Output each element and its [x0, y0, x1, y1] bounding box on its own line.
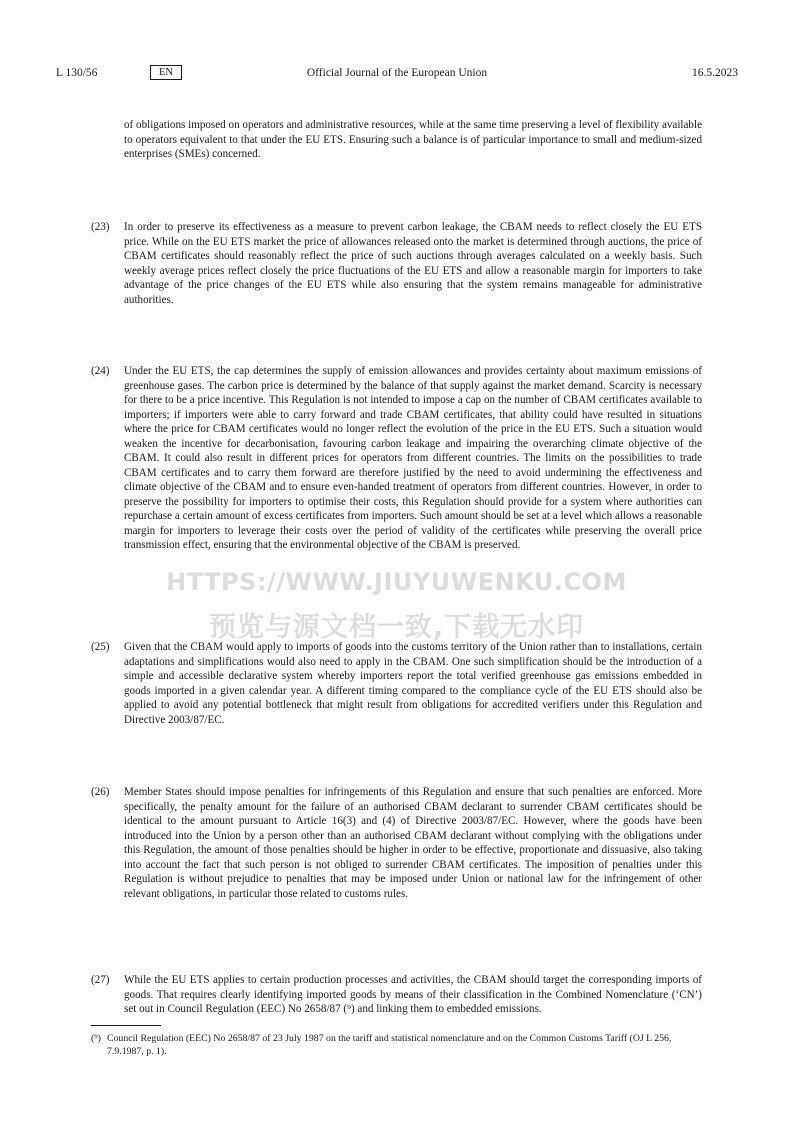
publication-date: 16.5.2023: [692, 67, 738, 79]
paragraph-continuation: of obligations imposed on operators and administrative resources, while at the same time preserving a level of flexibility available to operators equivalent to that under the EU ETS. Ensuring such a balance is of particular importance to small and medium-sized enterprises (SMEs) concerned.: [124, 119, 702, 160]
paragraph-text: Member States should impose penalties for infringements of this Regulation and ensure that such penalties are enforced. More specifically, the penalty amount for the failure of an authorised CBAM declarant to surrender CBAM certificates should be identical to the amount pursuant to Article 16(3) and (4) of Directive 2003/87/EC. However, where the goods have been introduced into the Union by a person other than an authorised CBAM declarant without complying with the obligations under this Regulation, the amount of those penalties should be higher in order to be effective, proportionate and dissuasive, also taking into account the fact that such person is not obliged to surrender CBAM certificates. The imposition of penalties under this Regulation is without prejudice to penalties that may be imposed under Union or national law for the infringement of other relevant obligations, in particular those related to customs rules.: [124, 786, 702, 900]
journal-title: Official Journal of the European Union: [306, 67, 488, 79]
paragraph-text: In order to preserve its effectiveness as a measure to prevent carbon leakage, the CBAM needs to reflect closely the EU ETS price. While on the EU ETS market the price of allowances released onto the market is determined through auctions, the price of CBAM certificates should reasonably reflect the price of such auctions through averages calculated on a weekly basis. Such weekly average prices reflect closely the price fluctuations of the EU ETS and allow a reasonable margin for importers to take advantage of the price changes of the EU ETS while also ensuring that the system remains manageable for administrative authorities.: [124, 221, 702, 306]
footnote-divider: [91, 1025, 161, 1026]
paragraph-text: Given that the CBAM would apply to imports of goods into the customs territory of the Union rather than to installations, certain adaptations and simplifications would also need to apply in the CBAM. One such simplification should be the introduction of a simple and accessible declarative system whereby importers report the total verified greenhouse gas emissions embedded in goods imported in a given calendar year. A different timing compared to the compliance cycle of the EU ETS should also be applied to avoid any potential bottleneck that might result from obligations for accredited verifiers under this Regulation and Directive 2003/87/EC.: [124, 641, 702, 726]
language-badge: EN: [150, 65, 182, 80]
footnote-text: Council Regulation (EEC) No 2658/87 of 23 July 1987 on the tariff and statistical nomenclature and on the Common Customs Tariff (OJ L 256, 7.9.1987, p. 1).: [107, 1033, 672, 1057]
paragraph-number: (23): [91, 221, 110, 233]
page-reference: L 130/56: [56, 67, 98, 79]
paragraph-text: Under the EU ETS, the cap determines the supply of emission allowances and provides certainty about maximum emissions of greenhouse gases. The carbon price is determined by the balance of that supply against the market demand. Scarcity is necessary for there to be a price incentive. This Regulation is not intended to impose a cap on the number of CBAM certificates available to importers; if importers were able to carry forward and trade CBAM certificates, that ability could have resulted in situations where the price for CBAM certificates would no longer reflect the evolution of the price in the EU ETS. Such a situation would weaken the incentive for decarbonisation, favouring carbon leakage and impairing the overarching climate objective of the CBAM. It could also result in different prices for operators from different countries. The limits on the possibilities to trade CBAM certificates and to carry them forward are therefore justified by the need to avoid undermining the effectiveness and climate objective of the CBAM and to ensure even-handed treatment of operators from different countries. However, in order to preserve the possibility for importers to optimise their costs, this Regulation should provide for a system where authorities can repurchase a certain amount of excess certificates from importers. Such amount should be set at a level which allows a reasonable margin for importers to leverage their costs over the period of validity of the certificates while preserving the overall price transmission effect, ensuring that the environmental objective of the CBAM is preserved.: [124, 365, 702, 551]
watermark-url: HTTPS://WWW.JIUYUWENKU.COM: [166, 568, 627, 596]
paragraph-text: While the EU ETS applies to certain production processes and activities, the CBAM should target the corresponding imports of goods. That requires clearly identifying imported goods by means of their classification in the Combined Nomenclature (‘CN’) set out in Council Regulation (EEC) No 2658/87 (⁹) and linking them to embedded emissions.: [124, 974, 702, 1015]
paragraph-number: (26): [91, 786, 110, 798]
paragraph-number: (24): [91, 365, 110, 377]
paragraph-number: (25): [91, 641, 110, 653]
paragraph-number: (27): [91, 974, 110, 986]
footnote-mark: (⁹): [91, 1033, 101, 1044]
watermark-notice: 预览与源文档一致,下载无水印: [208, 612, 585, 643]
